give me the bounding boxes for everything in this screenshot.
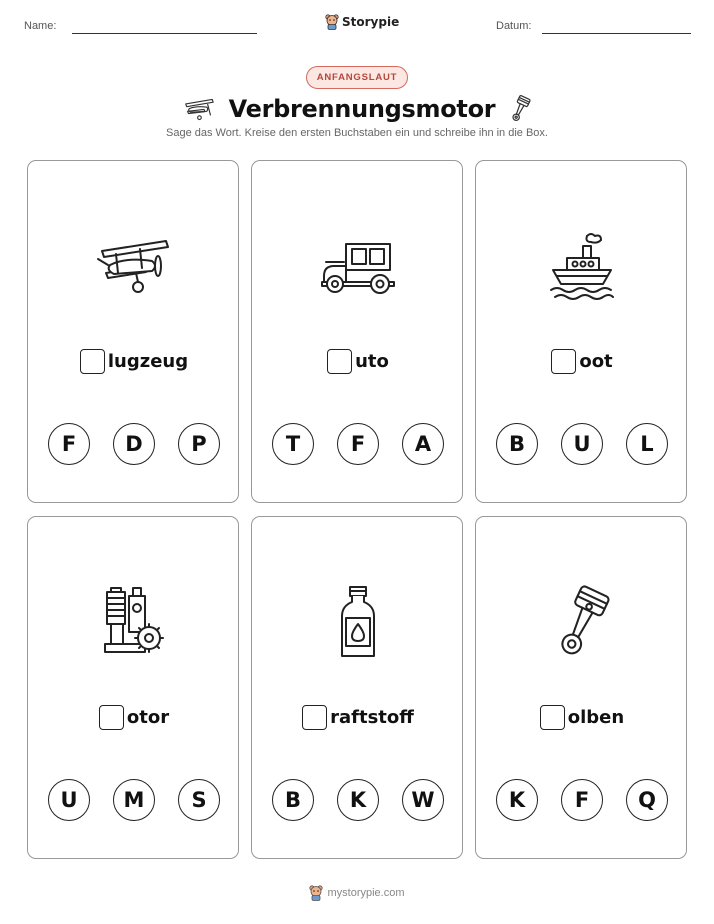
brand-logo	[325, 14, 399, 30]
letter-options	[272, 779, 444, 821]
answer-box[interactable]	[327, 349, 352, 374]
card-picture	[532, 572, 632, 672]
letter-option[interactable]: Q	[626, 779, 668, 821]
word-row	[28, 349, 240, 374]
letter-option[interactable]: W	[402, 779, 444, 821]
card-picture	[308, 572, 408, 672]
airplane-icon	[183, 97, 215, 121]
letter-options	[48, 779, 220, 821]
fuel-bottle-icon	[338, 584, 378, 660]
name-label: Name:	[24, 20, 57, 32]
word-row	[28, 705, 240, 730]
word-card	[251, 160, 463, 503]
word-row	[476, 705, 688, 730]
letter-option[interactable]: L	[626, 423, 668, 465]
word-rest: lugzeug	[107, 351, 189, 372]
answer-box[interactable]	[540, 705, 565, 730]
answer-box[interactable]	[80, 349, 105, 374]
car-icon	[318, 236, 398, 296]
letter-option[interactable]: K	[337, 779, 379, 821]
date-label: Datum:	[496, 20, 532, 32]
boat-icon	[549, 230, 615, 302]
date-line[interactable]	[542, 33, 691, 34]
card-picture	[84, 572, 184, 672]
word-rest: uto	[355, 351, 389, 372]
word-card	[27, 516, 239, 859]
word-row	[252, 349, 464, 374]
letter-option[interactable]: B	[496, 423, 538, 465]
engine-icon	[101, 584, 167, 660]
piston-icon	[554, 584, 610, 660]
letter-option[interactable]: F	[48, 423, 90, 465]
answer-box[interactable]	[302, 705, 327, 730]
piston-icon	[509, 95, 531, 123]
letter-options	[48, 423, 220, 465]
footer	[0, 885, 714, 901]
letter-option[interactable]: T	[272, 423, 314, 465]
letter-options	[496, 423, 668, 465]
word-card	[251, 516, 463, 859]
word-rest: otor	[126, 707, 170, 728]
word-card	[475, 516, 687, 859]
title-row	[0, 92, 714, 126]
answer-box[interactable]	[551, 349, 576, 374]
card-picture	[532, 216, 632, 316]
letter-options	[496, 779, 668, 821]
word-card	[27, 160, 239, 503]
letter-option[interactable]: U	[561, 423, 603, 465]
category-badge: ANFANGSLAUT	[306, 66, 408, 89]
letter-option[interactable]: F	[561, 779, 603, 821]
word-card	[475, 160, 687, 503]
card-picture	[308, 216, 408, 316]
name-line[interactable]	[72, 33, 257, 34]
word-rest: olben	[567, 707, 625, 728]
word-row	[476, 349, 688, 374]
page-title: Verbrennungsmotor	[228, 95, 496, 123]
letter-option[interactable]: A	[402, 423, 444, 465]
letter-option[interactable]: P	[178, 423, 220, 465]
letter-option[interactable]: U	[48, 779, 90, 821]
word-rest: raftstoff	[330, 707, 414, 728]
letter-option[interactable]: B	[272, 779, 314, 821]
letter-options	[272, 423, 444, 465]
footer-url[interactable]: mystorypie.com	[327, 887, 405, 899]
brand-name: Storypie	[342, 15, 400, 29]
word-row	[252, 705, 464, 730]
bear-mascot-icon	[325, 14, 339, 30]
letter-option[interactable]: M	[113, 779, 155, 821]
letter-option[interactable]: S	[178, 779, 220, 821]
airplane-icon	[96, 237, 172, 295]
instruction-text: Sage das Wort. Kreise den ersten Buchstaben ein und schreibe ihn in die Box.	[166, 127, 548, 139]
word-rest: oot	[579, 351, 613, 372]
letter-option[interactable]: K	[496, 779, 538, 821]
letter-option[interactable]: D	[113, 423, 155, 465]
letter-option[interactable]: F	[337, 423, 379, 465]
bear-mascot-icon	[309, 885, 323, 901]
answer-box[interactable]	[99, 705, 124, 730]
card-picture	[84, 216, 184, 316]
